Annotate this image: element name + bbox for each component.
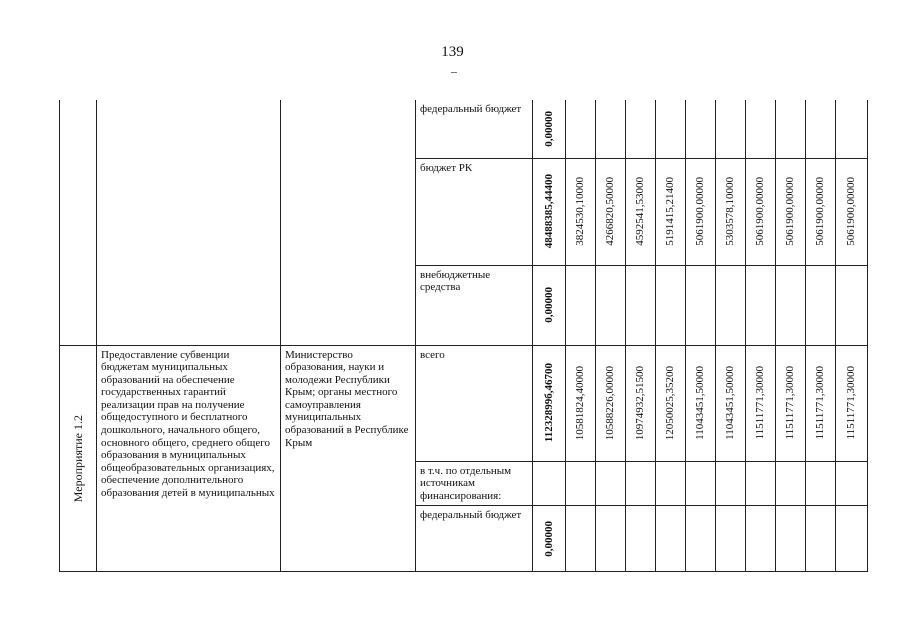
measure-label-cell-continued [60,100,97,345]
total-cell [533,100,566,158]
year-value: 10974932,51500 [634,365,646,441]
year-value: 5191415,21400 [664,177,676,246]
measure-description: Предоставление субвенции бюджетам муниципальных образований на обеспечение государственных гарантий реализации прав на получение общедоступного и бесплатного дошкольного, начального общего, основного общего, среднего общего образования в муниципальных общеобразовательных организациях, обеспечение дополнительного образования детей в муниципальных [97,345,281,572]
source-label: внебюджетные средства [416,265,533,345]
year-value: 11043451,50000 [694,366,706,440]
source-label: федеральный бюджет [416,506,533,572]
page-number-underline [451,72,457,73]
table-row [60,100,868,158]
year-value: 11511771,30000 [754,366,766,440]
source-label: бюджет РК [416,158,533,265]
measure-label-cell [60,345,97,572]
description-cell-continued [97,100,281,345]
table-row [60,345,868,461]
year-value: 11511771,30000 [845,366,857,440]
source-label: всего [416,345,533,461]
total-value: 0,00000 [542,110,555,147]
source-label: федеральный бюджет [416,100,533,158]
year-value: 5061900,00000 [754,177,766,246]
source-label: в т.ч. по отдельным источникам финансирования: [416,461,533,506]
total-cell [533,506,566,572]
total-value: 0,00000 [542,520,555,557]
year-value: 11043451,50000 [724,366,736,440]
measure-label: Мероприятие 1.2 [70,414,85,502]
year-value: 11511771,30000 [784,366,796,440]
year-value: 5061900,00000 [845,177,857,246]
total-cell [533,265,566,345]
total-cell [533,345,566,461]
total-cell [533,158,566,265]
year-value: 4266820,50000 [604,177,616,246]
total-cell [533,461,566,506]
financing-table [59,100,868,572]
year-value: 5061900,00000 [814,177,826,246]
total-value: 0,00000 [542,287,555,323]
year-value: 10588226,00000 [604,365,616,441]
year-value: 12050025,35200 [664,365,676,441]
year-value: 4592541,53000 [634,177,646,246]
year-value: 5303578,10000 [724,177,736,246]
year-value: 5061900,00000 [694,177,706,246]
page-number: 139 [441,44,464,60]
year-value: 5061900,00000 [784,177,796,246]
total-value: 11232899б,46700 [542,363,555,443]
year-value: 3824530,10000 [574,177,586,246]
total-value: 48488385,44400 [542,174,555,249]
year-value: 11511771,30000 [814,366,826,440]
year-value: 10581824,40000 [574,365,586,441]
executor-cell-continued [281,100,416,345]
measure-executor: Министерство образования, науки и молодежи Республики Крым; органы местного самоуправления муниципальных образований в Республике Крым [281,345,416,572]
